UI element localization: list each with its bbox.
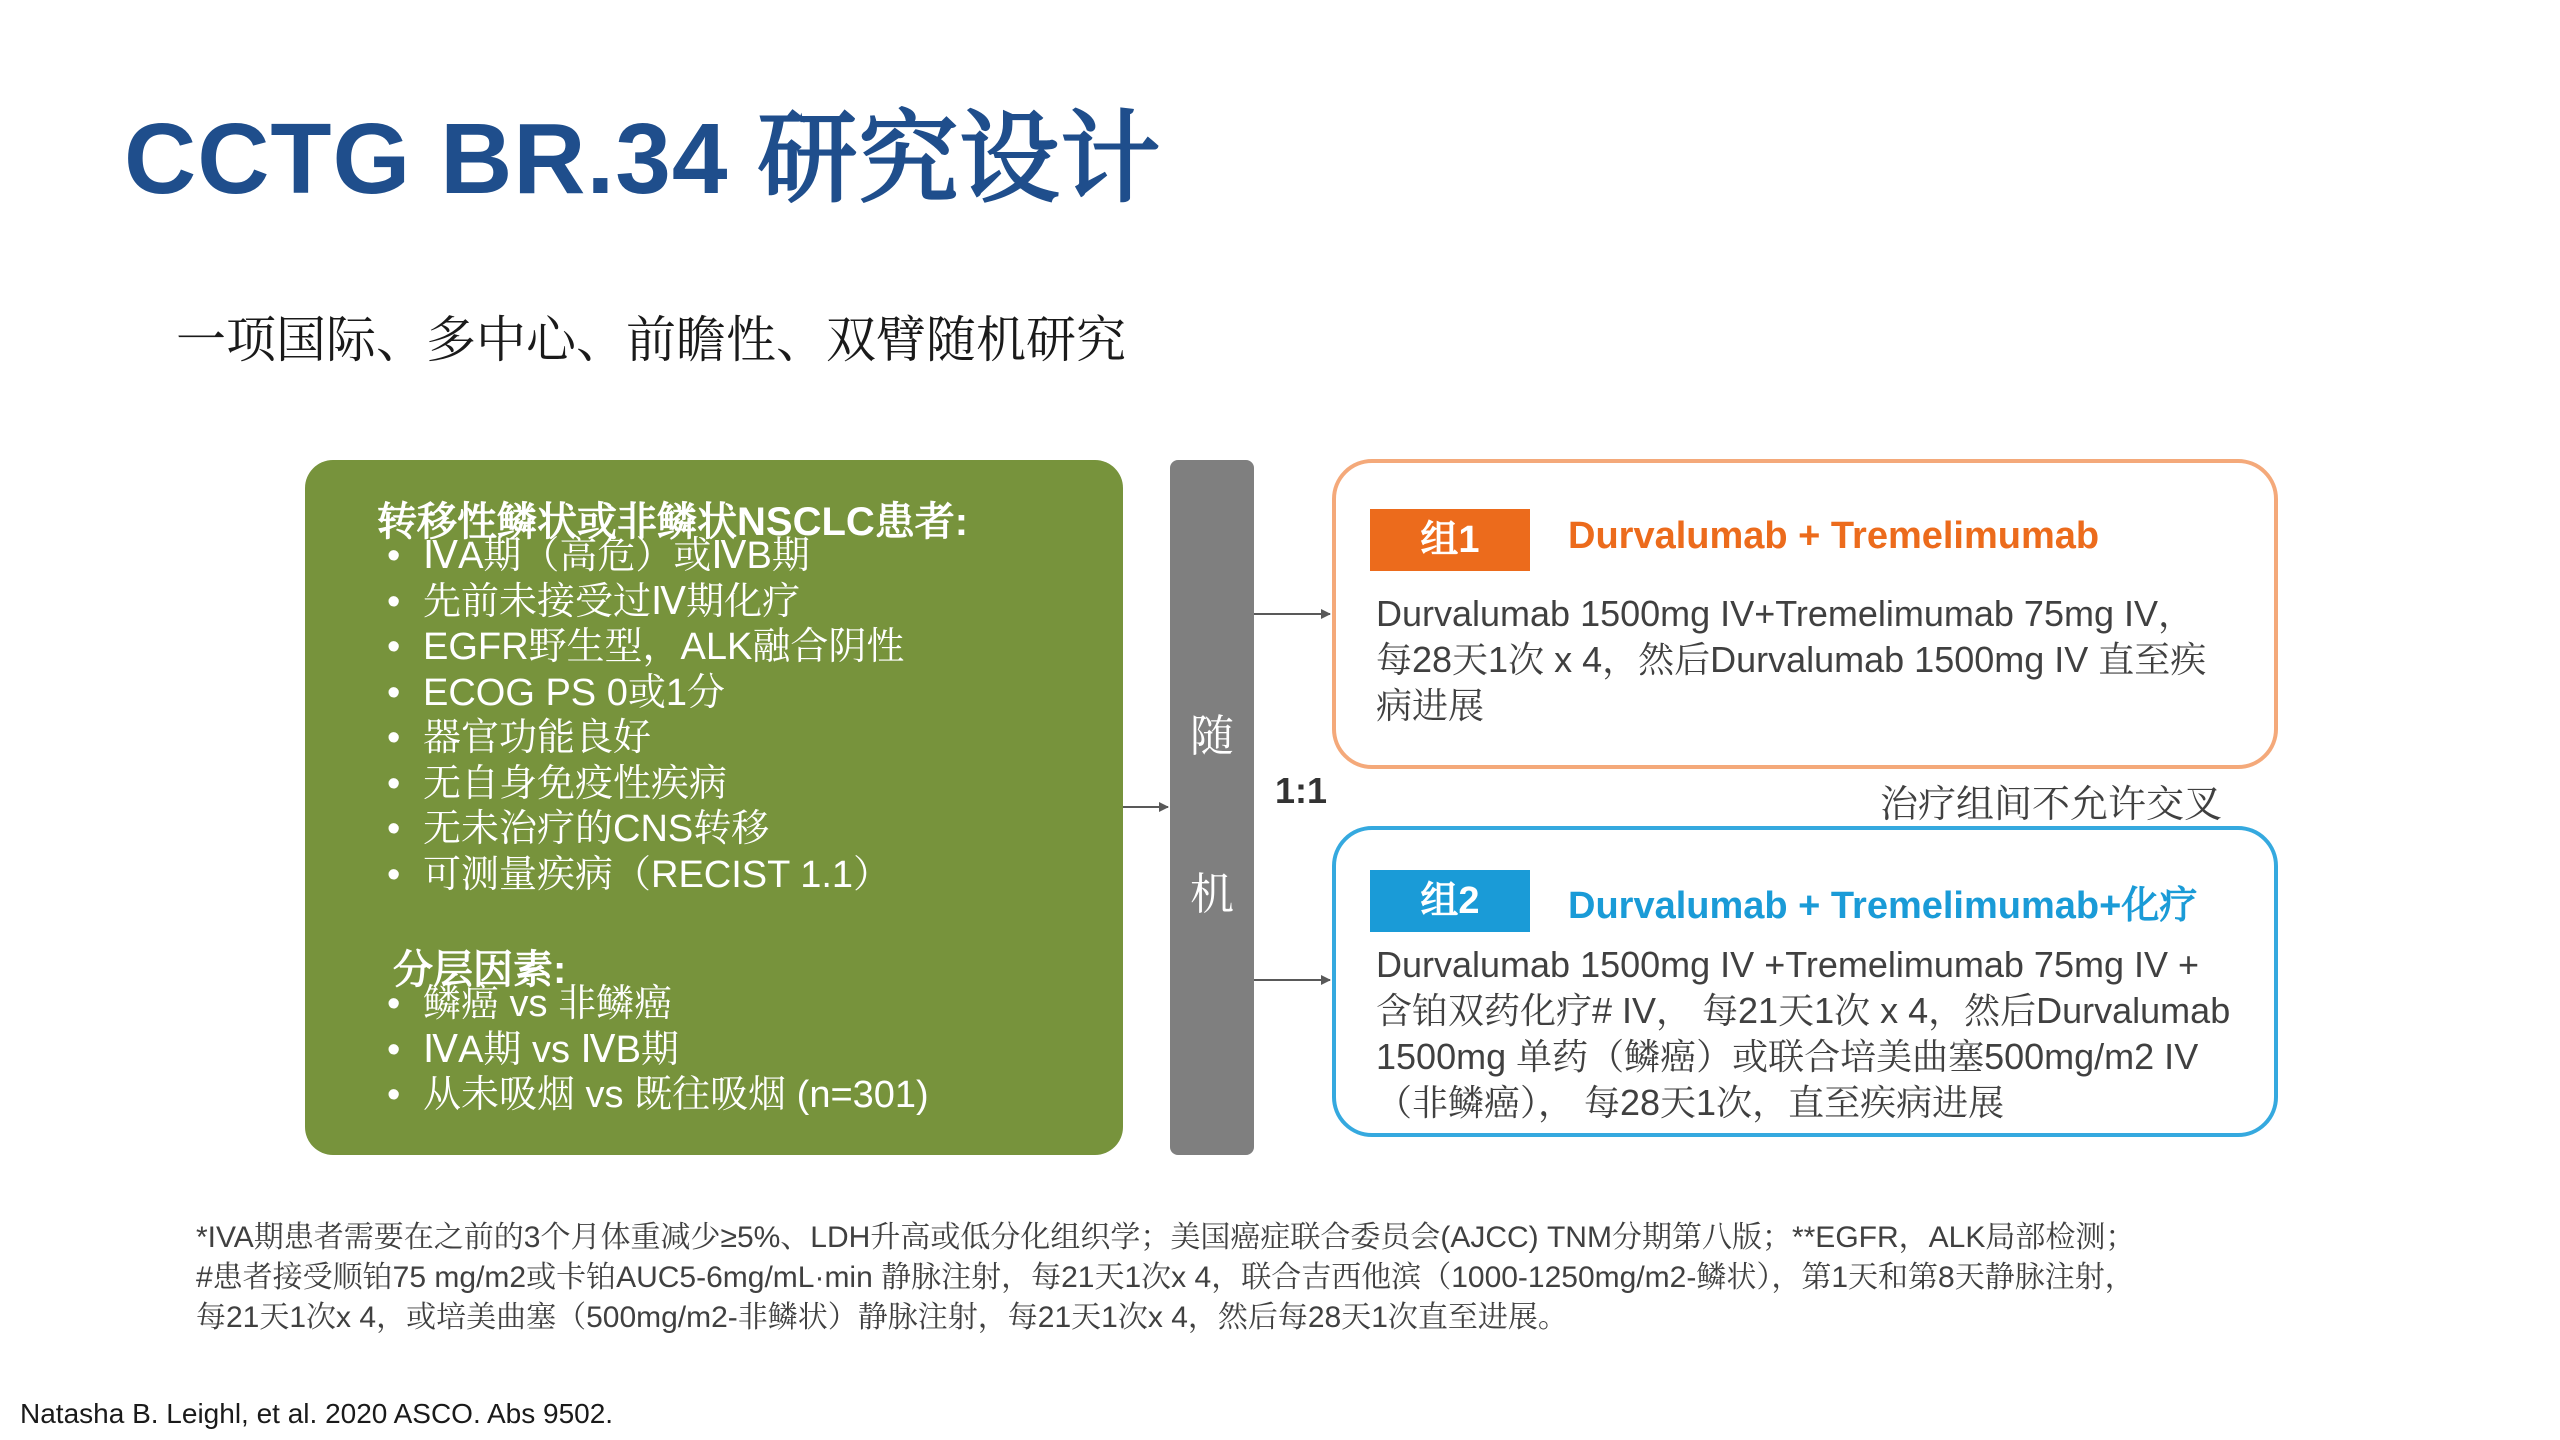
eligibility-header: 转移性鳞状或非鳞状NSCLC患者: [377, 500, 969, 544]
eligibility-item: • 器官功能良好 [387, 716, 904, 762]
arm1-description [1376, 591, 2206, 729]
arm1-badge: 组1 [1370, 509, 1530, 571]
eligibility-item: • 先前未接受过Ⅳ期化疗 [387, 580, 904, 626]
page-subtitle: 一项国际、多中心、前瞻性、双臂随机研究 [176, 312, 1126, 368]
arm2-desc-line: 含铂双药化疗# IV， 每21天1次 x 4，然后Durvalumab [1376, 990, 2231, 1031]
no-crossover-note: 治疗组间不允许交叉 [1880, 784, 2223, 826]
arm2-badge: 组2 [1370, 870, 1530, 932]
arm2-description [1376, 942, 2230, 1126]
footnote-line: #患者接受顺铂75 mg/m2或卡铂AUC5-6mg/mL·min 静脉注射，每21天1次x 4，联合吉西他滨（1000-1250mg/m2-鳞状），第1天和第8天静脉注射， [196, 1261, 2135, 1294]
footnotes [196, 1218, 2135, 1338]
arm2-desc-line: 1500mg 单药（鳞癌）或联合培美曲塞500mg/m2 IV [1376, 1036, 2199, 1077]
eligibility-item: • 无未治疗的CNS转移 [387, 807, 904, 853]
eligibility-item: • 无自身免疫性疾病 [387, 762, 904, 808]
arm1-desc-line: 每28天1次 x 4，然后Durvalumab 1500mg IV 直至疾 [1376, 639, 2207, 680]
eligibility-item: • ⅣA期（高危）或ⅣB期 [387, 534, 904, 580]
arm2-desc-line: （非鳞癌）， 每28天1次，直至疾病进展 [1376, 1082, 2005, 1123]
arm1-box [1332, 459, 2278, 769]
arm1-desc-line: Durvalumab 1500mg IV+Tremelimumab 75mg IV， [1376, 593, 2194, 634]
footnote-line: 每21天1次x 4，或培美曲塞（500mg/m2-非鳞状）静脉注射，每21天1次x 4，然后每28天1次直至进展。 [196, 1301, 1568, 1334]
randomization-char-1: 随 [1190, 712, 1234, 761]
eligibility-item: • EGFR野生型，ALK融合阴性 [387, 625, 904, 671]
stratification-item: • ⅣA期 vs ⅣB期 [387, 1028, 929, 1074]
stratification-item: • 鳞癌 vs 非鳞癌 [387, 982, 929, 1028]
eligibility-item: • 可测量疾病（RECIST 1.1） [387, 853, 904, 899]
stratification-item: • 从未吸烟 vs 既往吸烟 (n=301) [387, 1073, 929, 1119]
arm2-title: Durvalumab + Tremelimumab+化疗 [1568, 885, 2198, 927]
arm2-desc-line: Durvalumab 1500mg IV +Tremelimumab 75mg IV + [1376, 944, 2200, 985]
page-title: CCTG BR.34 研究设计 [124, 103, 1162, 215]
footnote-line: *IVA期患者需要在之前的3个月体重减少≥5%、LDH升高或低分化组织学；美国癌症联合委员会(AJCC) TNM分期第八版；**EGFR，ALK局部检测； [196, 1221, 2136, 1254]
arm1-title: Durvalumab + Tremelimumab [1568, 515, 2100, 557]
arm2-box [1332, 826, 2278, 1137]
stratification-list [387, 982, 929, 1119]
stratification-header: 分层因素: [393, 948, 567, 992]
eligibility-list [387, 534, 904, 898]
eligibility-item: • ECOG PS 0或1分 [387, 671, 904, 717]
arm1-desc-line: 病进展 [1376, 685, 1485, 726]
randomization-bar [1170, 460, 1254, 1155]
eligibility-box [305, 460, 1123, 1155]
randomization-char-2: 机 [1190, 870, 1234, 919]
randomization-ratio: 1:1 [1275, 770, 1328, 811]
citation: Natasha B. Leighl, et al. 2020 ASCO. Abs 9502. [20, 1398, 614, 1429]
